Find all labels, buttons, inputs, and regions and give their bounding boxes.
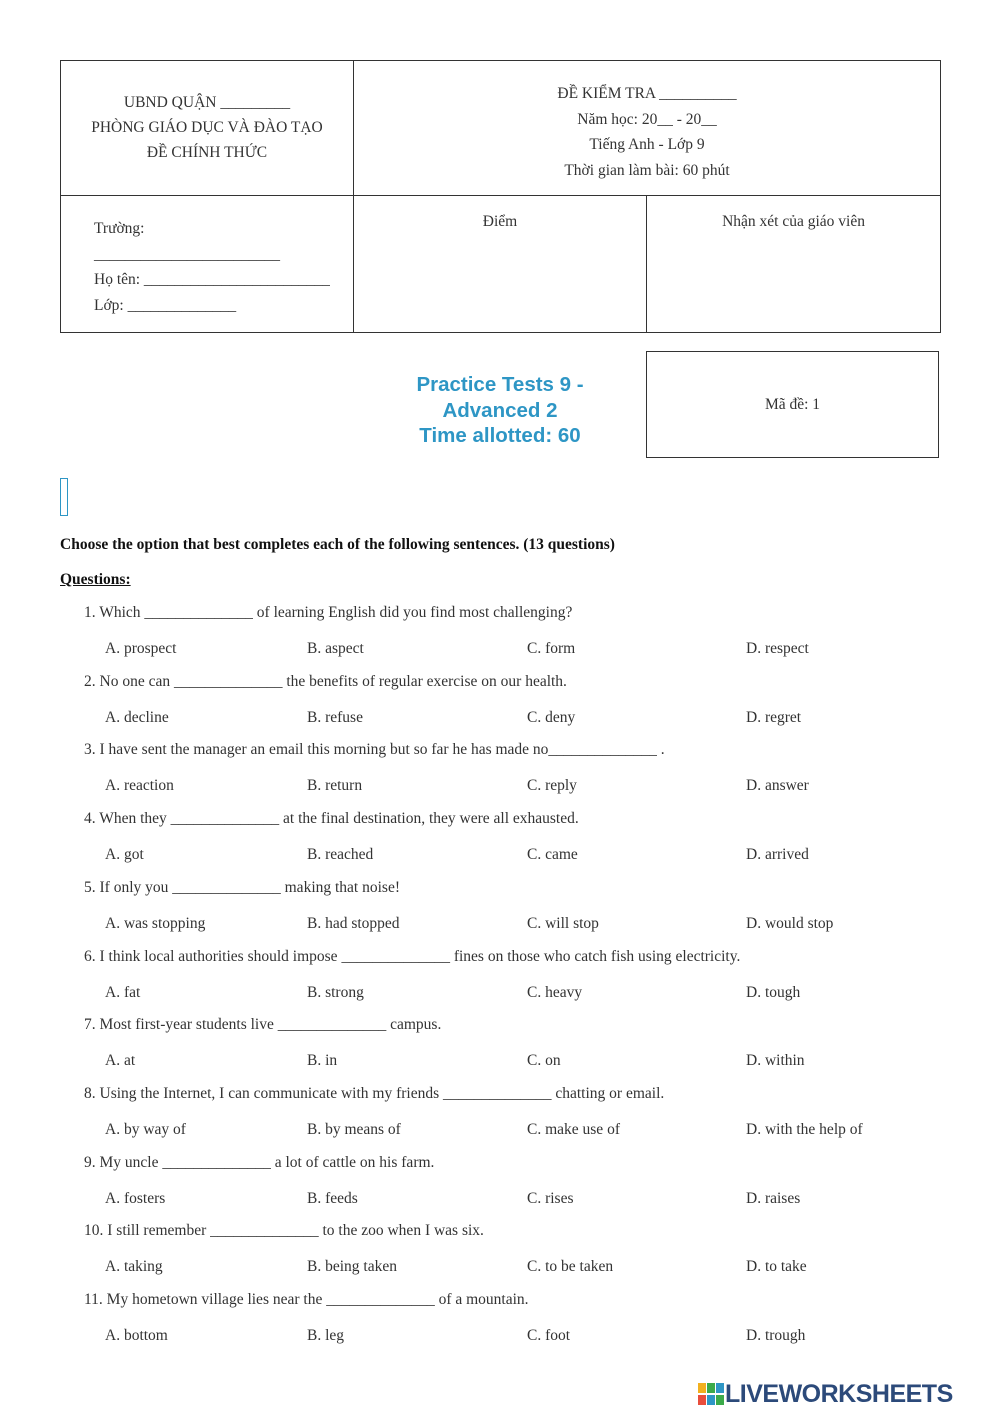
- question-item: [0, 948, 1000, 1017]
- option-a: A. prospect: [105, 640, 177, 657]
- option-d: D. to take: [746, 1258, 807, 1276]
- question-item: [0, 1291, 1000, 1360]
- option-c: C. on: [527, 1052, 561, 1070]
- option-d: D. within: [746, 1052, 805, 1070]
- test-title-line-1: Practice Tests 9 -: [416, 373, 584, 396]
- school-info-cell: [61, 61, 354, 196]
- teacher-comment-cell: [647, 196, 941, 333]
- option-b: B. being taken: [307, 1258, 397, 1276]
- school-year: Năm học: 20__ - 20__: [577, 110, 717, 128]
- option-a: A. fat: [105, 983, 141, 1001]
- option-c: C. deny: [527, 708, 576, 726]
- option-c: C. foot: [527, 1327, 571, 1344]
- student-info-cell: [61, 196, 354, 333]
- question-item: [0, 1154, 1000, 1223]
- option-a: A. at: [105, 1052, 136, 1070]
- teacher-comment-label: Nhận xét của giáo viên: [722, 213, 865, 230]
- question-item: [0, 810, 1000, 879]
- test-title-line-3: Time allotted: 60: [419, 424, 581, 447]
- option-b: B. refuse: [307, 708, 363, 726]
- question-item: [0, 741, 1000, 810]
- question-stem: 3. I have sent the manager an email this morning but so far he has made no______________ .: [84, 741, 665, 759]
- option-d: D. answer: [746, 777, 809, 795]
- instruction-text: Choose the option that best completes each of the following sentences. (13 questions): [60, 536, 615, 553]
- option-d: D. trough: [746, 1327, 806, 1344]
- option-c: C. will stop: [527, 914, 599, 932]
- exam-code-label: Mã đề: 1: [764, 395, 821, 413]
- option-c: C. came: [527, 846, 578, 864]
- liveworksheets-branding: [698, 1381, 953, 1407]
- option-a: A. reaction: [105, 777, 174, 795]
- option-b: B. had stopped: [307, 914, 400, 932]
- option-c: C. to be taken: [527, 1258, 614, 1276]
- question-item: [0, 1222, 1000, 1291]
- option-d: D. regret: [746, 708, 802, 726]
- liveworksheets-wordmark: LIVEWORKSHEETS: [725, 1380, 953, 1408]
- option-b: B. return: [307, 777, 363, 795]
- test-title: [360, 372, 640, 449]
- department-label: PHÒNG GIÁO DỤC VÀ ĐÀO TẠO: [91, 119, 323, 136]
- option-a: A. bottom: [105, 1327, 168, 1344]
- school-field-label: Trường:: [94, 220, 145, 237]
- question-stem: 8. Using the Internet, I can communicate with my friends ______________ chatting or email.: [84, 1084, 665, 1102]
- test-title-line-2: Advanced 2: [442, 398, 558, 422]
- option-a: A. got: [105, 846, 144, 864]
- option-b: B. in: [307, 1052, 338, 1070]
- questions-heading: Questions:: [60, 571, 131, 588]
- option-a: A. was stopping: [105, 914, 206, 932]
- question-stem: 2. No one can ______________ the benefits of regular exercise on our health.: [84, 672, 567, 690]
- option-b: B. by means of: [307, 1120, 401, 1138]
- question-stem: 4. When they ______________ at the final destination, they were all exhausted.: [84, 810, 579, 828]
- text-cursor-marker: [60, 478, 68, 516]
- question-stem: 11. My hometown village lies near the ______________ of a mountain.: [84, 1291, 529, 1308]
- question-stem: 7. Most first-year students live ______________ campus.: [84, 1016, 442, 1034]
- score-cell: [354, 196, 647, 333]
- option-d: D. with the help of: [746, 1120, 863, 1138]
- question-stem: 1. Which ______________ of learning English did you find most challenging?: [84, 604, 573, 621]
- exam-code-box: [646, 351, 939, 458]
- option-c: C. reply: [527, 777, 577, 795]
- question-item: [0, 604, 1000, 673]
- question-item: [0, 673, 1000, 742]
- option-a: A. decline: [105, 708, 169, 726]
- option-c: C. heavy: [527, 983, 583, 1001]
- question-stem: 9. My uncle ______________ a lot of cattle on his farm.: [84, 1153, 435, 1171]
- option-c: C. rises: [527, 1189, 574, 1207]
- option-a: A. by way of: [105, 1120, 186, 1138]
- class-field: Lớp: ______________: [94, 296, 237, 314]
- option-a: A. fosters: [105, 1189, 166, 1207]
- exam-title: ĐỀ KIỂM TRA __________: [557, 85, 737, 102]
- option-c: C. form: [527, 640, 576, 657]
- question-stem: 6. I think local authorities should impose ______________ fines on those who catch fish using electricity.: [84, 947, 741, 965]
- school-field-line: ________________________: [94, 245, 280, 263]
- option-d: D. raises: [746, 1189, 801, 1207]
- question-item: [0, 879, 1000, 948]
- option-d: D. tough: [746, 983, 801, 1001]
- option-d: D. would stop: [746, 914, 834, 932]
- score-label: Điểm: [482, 213, 518, 230]
- option-c: C. make use of: [527, 1120, 620, 1138]
- option-b: B. aspect: [307, 640, 364, 657]
- question-stem: 5. If only you ______________ making that noise!: [84, 878, 400, 896]
- option-b: B. feeds: [307, 1189, 358, 1207]
- question-stem: 10. I still remember ______________ to the zoo when I was six.: [84, 1222, 484, 1240]
- exam-duration: Thời gian làm bài: 60 phút: [564, 161, 730, 179]
- district-label: UBND QUẬN _________: [123, 94, 291, 111]
- exam-header-table: [60, 60, 941, 333]
- liveworksheets-logo-icon: [698, 1383, 724, 1405]
- option-b: B. strong: [307, 983, 364, 1001]
- question-item: [0, 1085, 1000, 1154]
- option-a: A. taking: [105, 1258, 163, 1276]
- option-b: B. leg: [307, 1327, 345, 1344]
- question-item: [0, 1016, 1000, 1085]
- subject-grade: Tiếng Anh - Lớp 9: [589, 136, 705, 153]
- exam-info-cell: [354, 61, 941, 196]
- option-d: D. respect: [746, 640, 809, 657]
- option-b: B. reached: [307, 846, 374, 864]
- option-d: D. arrived: [746, 846, 809, 864]
- name-field: Họ tên: ________________________: [94, 271, 330, 288]
- official-label: ĐỀ CHÍNH THỨC: [146, 144, 268, 161]
